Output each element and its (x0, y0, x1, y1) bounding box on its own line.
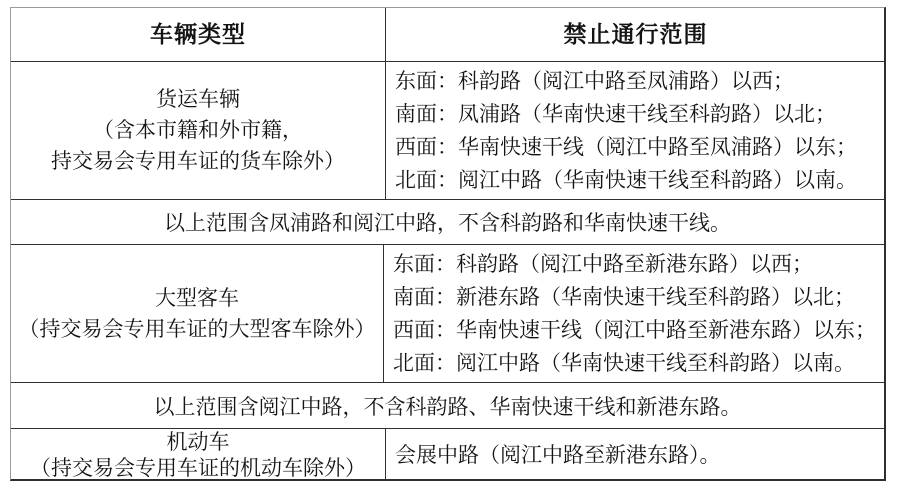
note-cell (11, 383, 884, 428)
vehicle-type-line: 持交易会专用车证的货车除外） (51, 149, 345, 173)
header-vehicle-type-label: 车辆类型 (150, 22, 246, 47)
vehicle-type-line: 机动车 (166, 430, 230, 454)
scope-line: 北面：阅江中路（华南快速干线至科韵路）以南。 (393, 350, 855, 375)
scope-line: 东面：科韵路（阅江中路至凤浦路）以西； (395, 68, 794, 93)
vehicle-type-line: （含本市籍和外市籍， (93, 118, 303, 142)
motor-vehicle-type-cell (11, 429, 385, 481)
scope-line: 西面：华南快速干线（阅江中路至新港东路）以东； (393, 317, 876, 342)
scope-line: 南面：新港东路（华南快速干线至科韵路）以北； (393, 284, 855, 309)
freight-vehicle-type-cell (11, 62, 385, 199)
bus-scope-cell (383, 245, 884, 382)
table-header-row (11, 8, 884, 61)
motor-scope-cell (385, 429, 884, 481)
note-cell (11, 200, 884, 244)
scope-line: 北面：阅江中路（华南快速干线至科韵路）以南。 (395, 167, 857, 192)
table-row-motor-vehicles (11, 428, 884, 481)
header-scope-label: 禁止通行范围 (563, 22, 708, 47)
vehicle-type-line: 货运车辆 (156, 87, 240, 111)
note-text: 以上范围含凤浦路和阅江中路，不含科韵路和华南快速干线。 (164, 211, 731, 235)
freight-scope-cell (385, 62, 884, 199)
table-note-row-buses (11, 382, 884, 428)
scope-line: 东面：科韵路（阅江中路至新港东路）以西； (393, 251, 813, 276)
table-note-row-freight (11, 199, 884, 244)
scope-line: 西面：华南快速干线（阅江中路至凤浦路）以东； (395, 134, 857, 159)
vehicle-type-line: （持交易会专用车证的大型客车除外） (18, 316, 376, 341)
scope-line: 会展中路（阅江中路至新港东路）。 (395, 442, 721, 467)
table-row-freight-vehicles (11, 61, 884, 199)
note-text: 以上范围含阅江中路，不含科韵路、华南快速干线和新港东路。 (153, 394, 742, 419)
header-cell-vehicle-type (11, 8, 385, 61)
vehicle-type-line: （持交易会专用车证的机动车除外） (30, 456, 366, 480)
traffic-restriction-table (10, 7, 886, 481)
table-row-large-buses (11, 244, 884, 382)
bus-vehicle-type-cell (11, 245, 383, 382)
header-cell-scope (385, 8, 884, 61)
scope-line: 南面：凤浦路（华南快速干线至科韵路）以北； (395, 101, 836, 126)
vehicle-type-line: 大型客车 (155, 285, 239, 310)
